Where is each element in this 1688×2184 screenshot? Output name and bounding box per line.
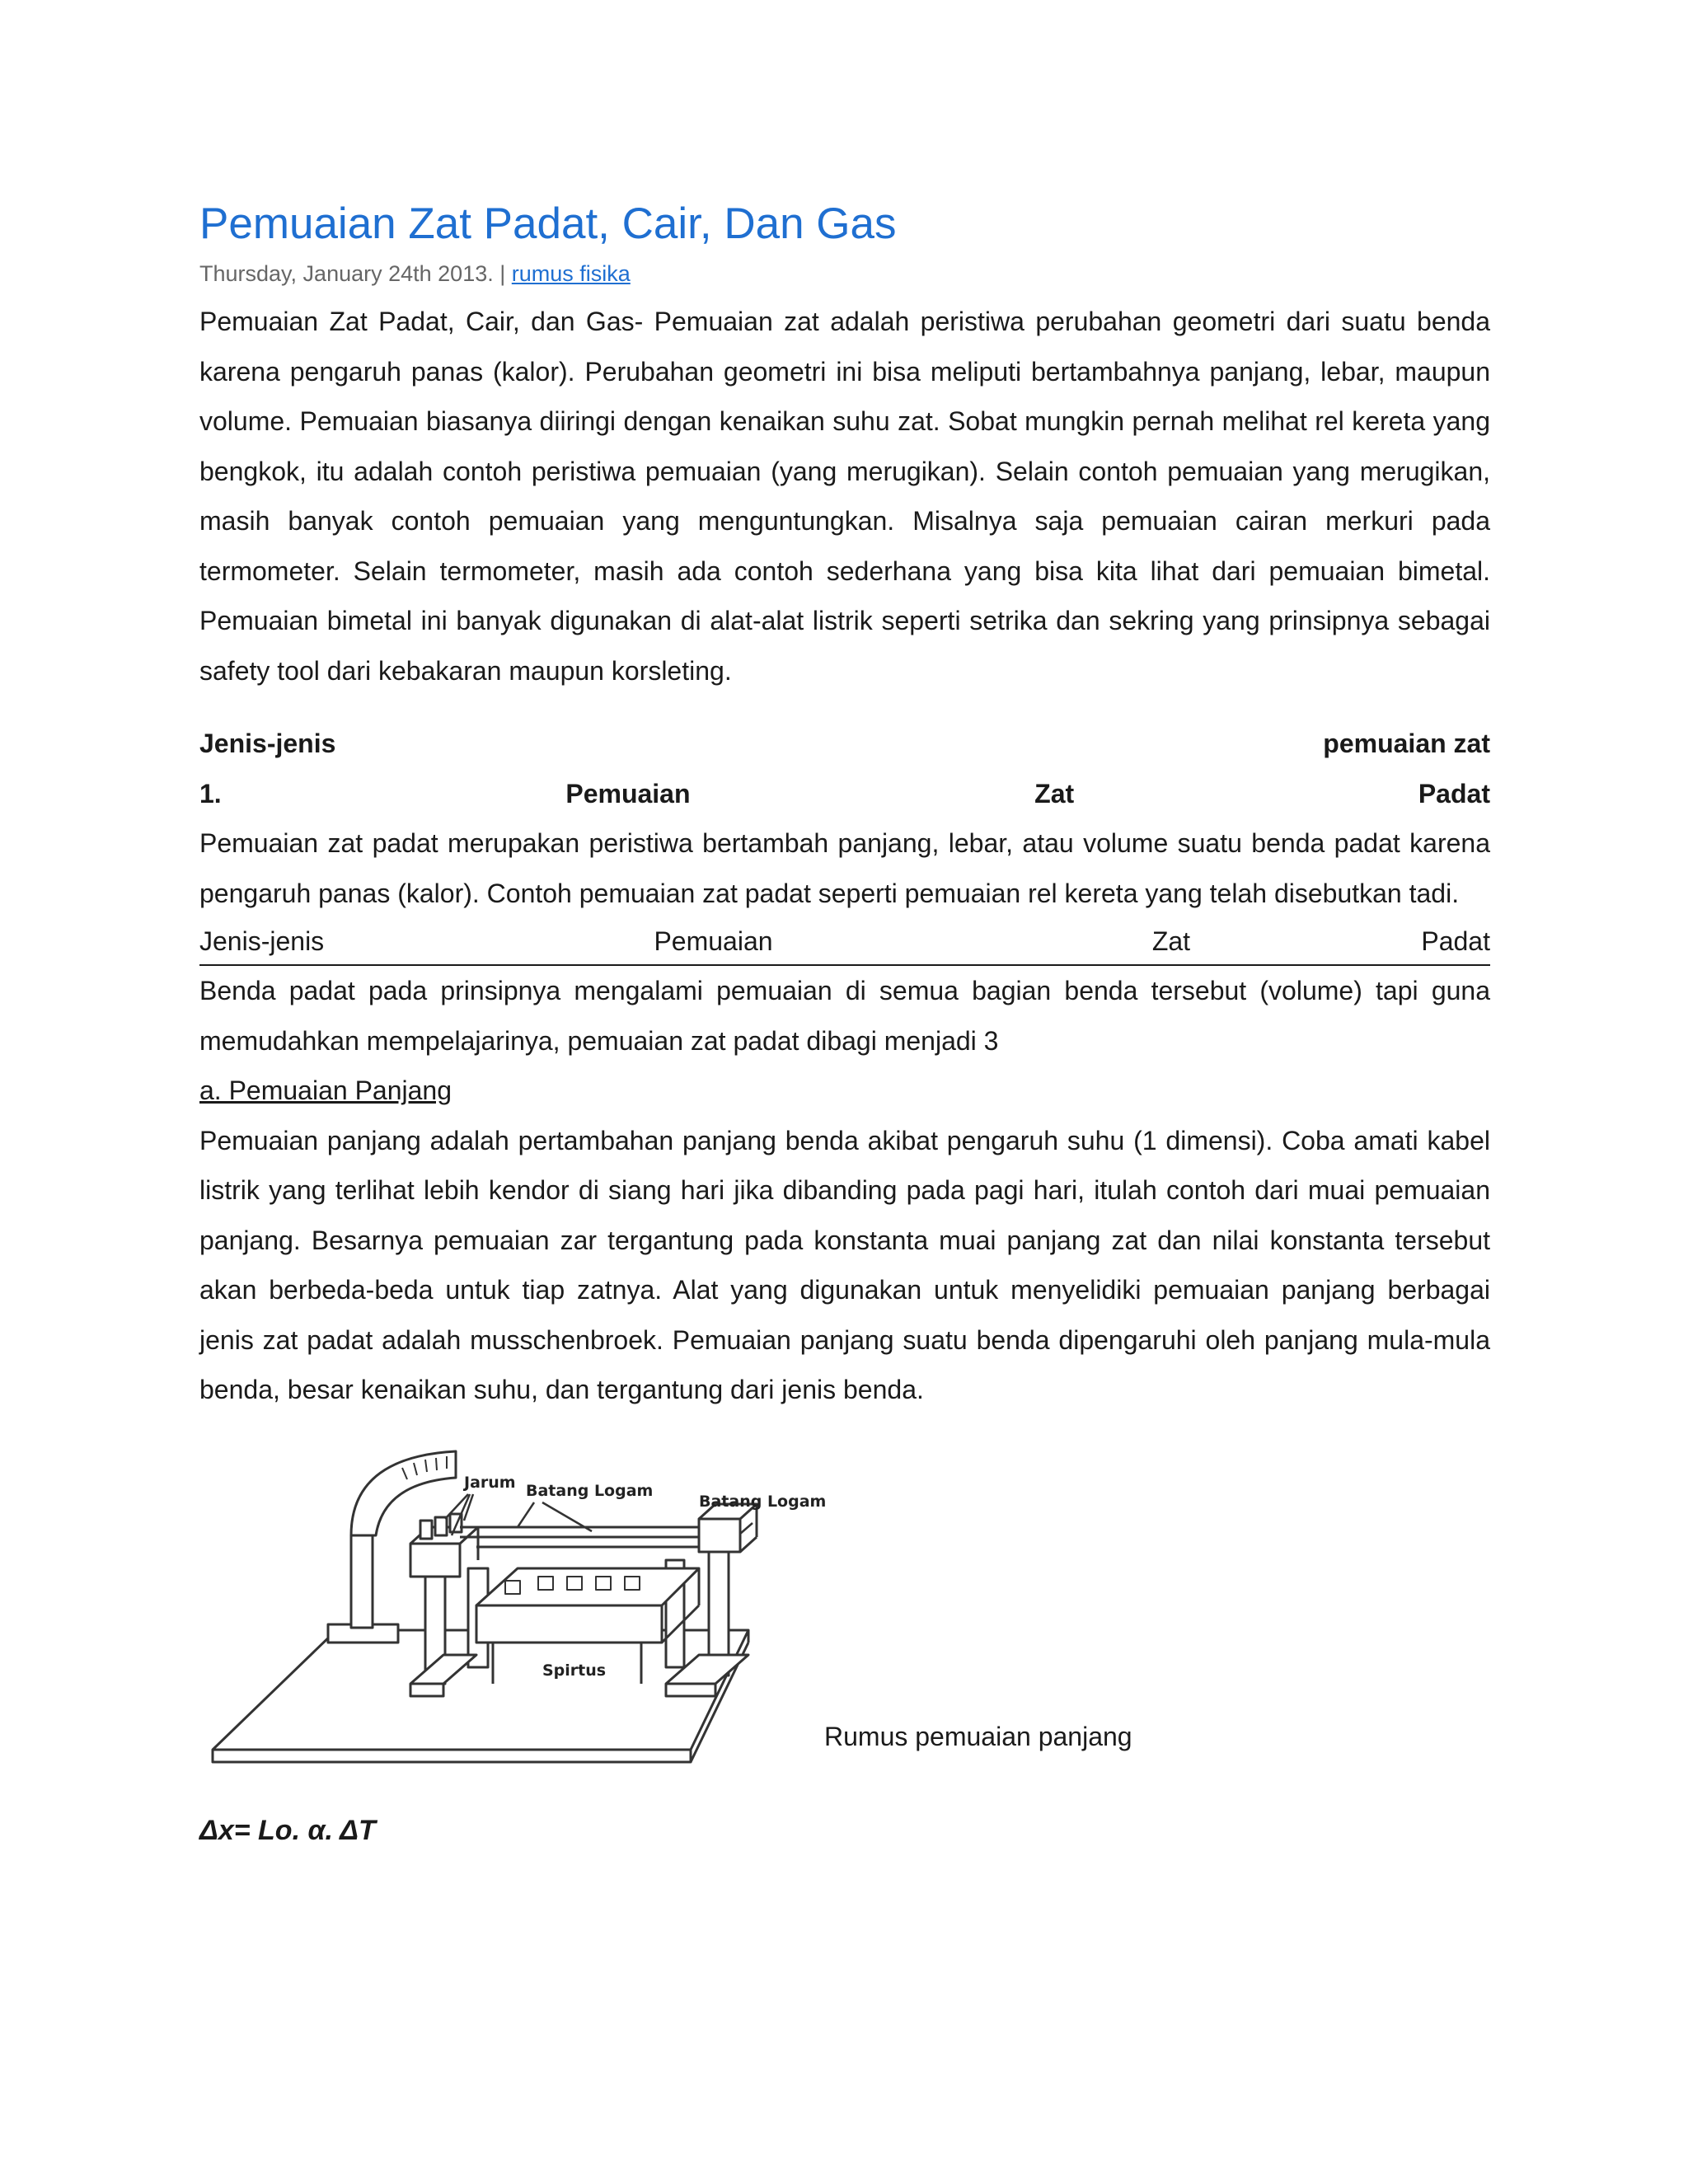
label-spirtus: Spirtus (542, 1661, 607, 1680)
musschenbroek-figure (204, 1445, 827, 1787)
needle-1 (420, 1521, 432, 1539)
formula: Δx= Lo. α. ΔT (199, 1814, 376, 1846)
section-heading (199, 719, 1490, 769)
label-batang-logam-1: Batang Logam (526, 1481, 654, 1500)
dial-stand-pole (351, 1535, 373, 1628)
types-link-word-1: Jenis-jenis (199, 926, 325, 956)
formula-caption: Rumus pemuaian panjang (824, 1721, 1132, 1751)
types-link-word-4: Padat (1421, 926, 1490, 956)
section-heading-right: pemuaian zat (1323, 729, 1490, 758)
post-date: Thursday, January 24th 2013. (199, 261, 494, 286)
category-link[interactable]: rumus fisika (511, 261, 631, 286)
types-link[interactable] (199, 918, 1490, 966)
types-link-word-3: Zat (1151, 926, 1191, 956)
page-title: Pemuaian Zat Padat, Cair, Dan Gas (199, 199, 897, 248)
subheading-number: 1. (199, 778, 222, 808)
section-heading-left: Jenis-jenis (199, 729, 336, 758)
left-support (410, 1544, 460, 1577)
right-support (699, 1519, 740, 1552)
figure-row (199, 1445, 1490, 1832)
subheading-word-2: Zat (1034, 778, 1075, 808)
solid-paragraph: Pemuaian zat padat merupakan peristiwa bertambah panjang, lebar, atau volume suatu benda padat karena pengaruh panas (kalor). Contoh pemuaian zat padat seperti pemuaian rel kereta yang telah disebutkan tadi. (199, 828, 1490, 908)
intro-paragraph: Pemuaian Zat Padat, Cair, dan Gas- Pemuaian zat adalah peristiwa perubahan geometri dari suatu benda karena pengaruh panas (kalor). Perubahan geometri ini bisa meliputi bertambahnya panjang, lebar, maupun volume. Pemuaian biasanya diiringi dengan kenaikan suhu zat. Sobat mungkin pernah melihat rel kereta yang bengkok, itu adalah contoh peristiwa pemuaian (yang merugikan). Selain contoh pemuaian yang merugikan, masih banyak contoh pemuaian yang menguntungkan. Misalnya saja pemuaian cairan merkuri pada termometer. Selain termometer, masih ada contoh sederhana yang bisa kita lihat dari pemuaian bimetal. Pemuaian bimetal ini banyak digunakan di alat-alat listrik seperti setrika dan sekring yang prinsipnya sebagai safety tool dari kebakaran maupun korsleting. (199, 307, 1490, 686)
post-meta (199, 259, 1490, 288)
types-link-word-2: Pemuaian (654, 926, 773, 956)
subheading-solid (199, 769, 1490, 819)
label-batang-logam-2: Batang Logam (699, 1492, 827, 1511)
linear-paragraph: Pemuaian panjang adalah pertambahan panjang benda akibat pengaruh suhu (1 dimensi). Coba amati kabel listrik yang terlihat lebih kendor di siang hari jika dibanding pada pagi hari, itulah contoh dari muai pemuaian panjang. Besarnya pemuaian zar tergantung pada konstanta muai panjang zat dan nilai konstanta tersebut akan berbeda-beda untuk tiap zatnya. Alat yang digunakan untuk menyelidiki pemuaian panjang berbagai jenis zat padat adalah musschenbroek. Pemuaian panjang suatu benda dipengaruhi oleh panjang mula-mula benda, besar kenaikan suhu, dan tergantung dari jenis benda. (199, 1125, 1490, 1404)
needle-2 (435, 1517, 447, 1535)
linear-heading[interactable]: a. Pemuaian Panjang (199, 1076, 452, 1105)
article (199, 194, 1490, 1849)
meta-separator: | (499, 261, 506, 286)
linear-heading-row (199, 1066, 1490, 1116)
subheading-word-1: Pemuaian (565, 778, 691, 808)
types-paragraph: Benda padat pada prinsipnya mengalami pemuaian di semua bagian benda tersebut (volume) tapi guna memudahkan mempelajarinya, pemuaian zat padat dibagi menjadi 3 (199, 976, 1490, 1056)
label-jarum: Jarum (464, 1473, 516, 1492)
subheading-word-3: Padat (1418, 778, 1490, 808)
